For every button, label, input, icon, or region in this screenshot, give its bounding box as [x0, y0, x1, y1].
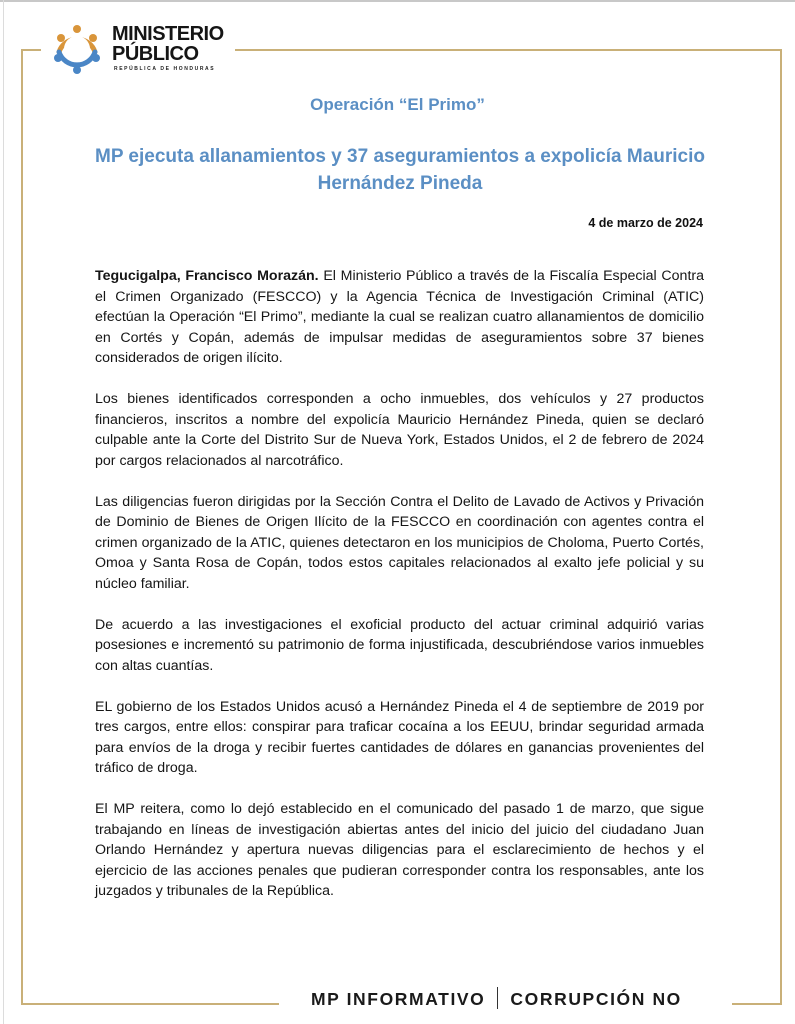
footer-tagline	[311, 987, 682, 1010]
ministerio-publico-logo	[50, 20, 225, 78]
paragraph: Las diligencias fueron dirigidas por la Sección Contra el Delito de Lavado de Activos y Privación de Dominio de Bienes de Origen Ilícito de la FESCCO en coordinación con agentes contra el crimen organizado de la ATIC, quienes detectaron en los municipios de Choloma, Puerto Cortés, Omoa y Santa Rosa de Copán, todos estos capitales relacionados al exalto jefe policial y su núcleo familiar.	[95, 493, 704, 592]
article-body	[95, 266, 704, 922]
frame-border-bottom-left	[21, 1003, 279, 1005]
frame-border-top-left	[21, 49, 41, 51]
paragraph-text: El Ministerio Público a través de la Fiscalía Especial Contra el Crimen Organizado (FESCCO) y la Agencia Técnica de Investigación Criminal (ATIC) efectúan la Operación “El Primo”, mediante la cual se realizan cuatro allanamientos de domicilio en Cortés y Copán, además de impulsar medidas de aseguramientos sobre 37 bienes considerados de origen ilícito.	[95, 268, 704, 366]
paragraph: Los bienes identificados corresponden a ocho inmuebles, dos vehículos y 27 productos financieros, inscritos a nombre del expolicía Mauricio Hernández Pineda, quien se declaró culpable ante la Corte del Distrito Sur de Nueva York, Estados Unidos, el 2 de febrero de 2024 por cargos relacionados al narcotráfico.	[95, 391, 704, 469]
frame-border-bottom-right	[732, 1003, 782, 1005]
frame-border-left	[21, 49, 23, 1005]
page-edge	[3, 0, 4, 1024]
logo-text-republica: REPÚBLICA DE HONDURAS	[114, 66, 216, 72]
frame-border-top-right	[235, 49, 782, 51]
paragraph	[95, 266, 704, 369]
footer-separator	[497, 987, 498, 1009]
paragraph: De acuerdo a las investigaciones el exoficial producto del actuar criminal adquirió varias posesiones e incrementó su patrimonio de forma injustificada, descubriéndose varios inmuebles con altas cuantías.	[95, 616, 704, 674]
dateline: Tegucigalpa, Francisco Morazán.	[95, 268, 319, 284]
logo-text-ministerio: MINISTERIO	[112, 23, 224, 45]
footer-corrupcion-no: CORRUPCIÓN NO	[510, 989, 682, 1009]
publication-date: 4 de marzo de 2024	[588, 216, 703, 230]
people-circle-logo-icon	[50, 22, 104, 76]
operation-title: Operación “El Primo”	[310, 95, 485, 114]
footer-mp-informativo: MP INFORMATIVO	[311, 989, 486, 1009]
logo-text-publico: PÚBLICO	[112, 43, 199, 65]
paragraph: EL gobierno de los Estados Unidos acusó a Hernández Pineda el 4 de septiembre de 2019 por tres cargos, entre ellos: conspirar para traficar cocaína a los EEUU, brindar seguridad armada para envíos de la droga y recibir fuertes cantidades de dólares en ganancias provenientes del tráfico de droga.	[95, 698, 704, 776]
page-edge	[0, 0, 795, 2]
headline: MP ejecuta allanamientos y 37 aseguramientos a expolicía Mauricio Hernández Pineda	[95, 146, 706, 194]
paragraph: El MP reitera, como lo dejó establecido en el comunicado del pasado 1 de marzo, que sigue trabajando en líneas de investigación abiertas antes del inicio del juicio del ciudadano Juan Orlando Hernández y apertura nuevas diligencias para el esclarecimiento de hechos y el ejercicio de las acciones penales que pudieran corresponder contra los responsables, ante los juzgados y tribunales de la República.	[95, 801, 704, 899]
frame-border-right	[780, 49, 782, 1005]
